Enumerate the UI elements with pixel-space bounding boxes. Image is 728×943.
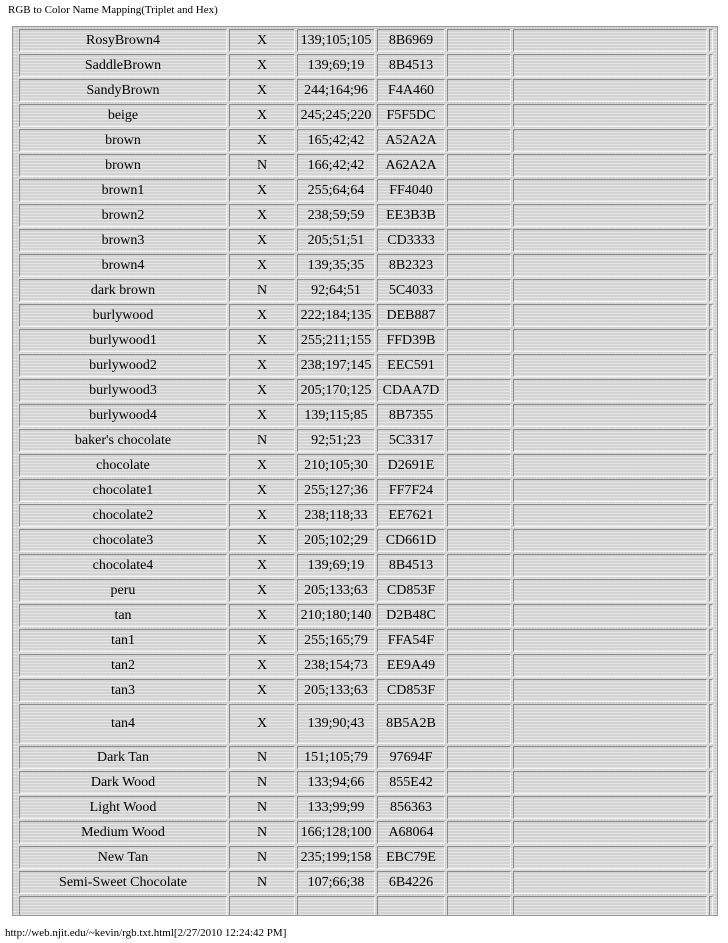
x11-flag-cell: X [229,654,295,677]
hex-code-cell: A68064 [377,821,445,844]
empty-cell [447,79,511,102]
empty-cell [513,354,707,377]
empty-cell [447,29,511,52]
empty-cell [447,654,511,677]
x11-flag-cell: N [229,279,295,302]
empty-cell [513,821,707,844]
empty-cell [447,454,511,477]
hex-code-cell: EE7621 [377,504,445,527]
table-row [19,629,713,652]
color-swatch-cell [709,329,713,352]
table-row [19,479,713,502]
color-swatch-cell [709,529,713,552]
color-table-container [12,26,718,916]
color-name-cell: brown4 [19,254,227,277]
table-row [19,846,713,869]
rgb-triplet-cell: 245;245;220 [297,104,375,127]
x11-flag-cell: X [229,29,295,52]
table-row [19,54,713,77]
x11-flag-cell: N [229,871,295,894]
table-row [19,379,713,402]
color-name-cell [19,896,227,916]
empty-cell [513,404,707,427]
color-name-cell: SaddleBrown [19,54,227,77]
color-name-cell: Dark Wood [19,771,227,794]
hex-code-cell: 8B6969 [377,29,445,52]
hex-code-cell: EBC79E [377,846,445,869]
table-row [19,654,713,677]
x11-flag-cell: N [229,771,295,794]
empty-cell [513,704,707,744]
hex-code-cell: 856363 [377,796,445,819]
x11-flag-cell: N [229,154,295,177]
empty-cell [447,704,511,744]
empty-cell [513,329,707,352]
empty-cell [447,871,511,894]
hex-code-cell: 6B4226 [377,871,445,894]
color-swatch-cell [709,821,713,844]
color-name-cell: brown2 [19,204,227,227]
hex-code-cell: CD661D [377,529,445,552]
color-swatch-cell [709,104,713,127]
page-header-title: RGB to Color Name Mapping(Triplet and Hex) [8,4,218,16]
empty-cell [447,329,511,352]
color-name-cell: burlywood3 [19,379,227,402]
empty-cell [513,254,707,277]
empty-cell [513,104,707,127]
color-swatch-cell [709,704,713,744]
color-name-cell: chocolate3 [19,529,227,552]
color-swatch-cell [709,554,713,577]
x11-flag-cell: X [229,304,295,327]
color-name-cell: burlywood1 [19,329,227,352]
empty-cell [513,279,707,302]
color-table-body [19,29,713,916]
hex-code-cell: 8B4513 [377,554,445,577]
color-swatch-cell [709,29,713,52]
empty-cell [513,529,707,552]
table-row [19,796,713,819]
empty-cell [513,654,707,677]
rgb-triplet-cell: 238;59;59 [297,204,375,227]
x11-flag-cell: N [229,821,295,844]
color-swatch-cell [709,154,713,177]
empty-cell [447,129,511,152]
empty-cell [513,429,707,452]
color-swatch-cell [709,79,713,102]
color-swatch-cell [709,229,713,252]
empty-cell [447,54,511,77]
empty-cell [513,379,707,402]
x11-flag-cell: X [229,229,295,252]
empty-cell [447,771,511,794]
hex-code-cell: 5C4033 [377,279,445,302]
hex-code-cell: 8B7355 [377,404,445,427]
rgb-triplet-cell: 238;118;33 [297,504,375,527]
empty-cell [513,554,707,577]
color-swatch-cell [709,129,713,152]
x11-flag-cell: X [229,629,295,652]
table-row [19,871,713,894]
empty-cell [447,579,511,602]
empty-cell [513,796,707,819]
color-name-cell: brown3 [19,229,227,252]
x11-flag-cell: X [229,679,295,702]
hex-code-cell: EE9A49 [377,654,445,677]
color-swatch-cell [709,179,713,202]
hex-code-cell: D2B48C [377,604,445,627]
rgb-triplet-cell: 139;90;43 [297,704,375,744]
color-swatch-cell [709,379,713,402]
color-swatch-cell [709,604,713,627]
table-row [19,554,713,577]
empty-cell [513,454,707,477]
x11-flag-cell: X [229,479,295,502]
color-name-cell: dark brown [19,279,227,302]
color-name-cell: brown [19,154,227,177]
rgb-triplet-cell: 222;184;135 [297,304,375,327]
rgb-triplet-cell: 244;164;96 [297,79,375,102]
color-swatch-cell [709,629,713,652]
color-swatch-cell [709,404,713,427]
rgb-triplet-cell: 107;66;38 [297,871,375,894]
x11-flag-cell: X [229,504,295,527]
rgb-triplet-cell [297,896,375,916]
color-swatch-cell [709,896,713,916]
color-swatch-cell [709,846,713,869]
table-row [19,254,713,277]
x11-flag-cell: N [229,746,295,769]
empty-cell [513,79,707,102]
empty-cell [447,846,511,869]
empty-cell [513,846,707,869]
rgb-triplet-cell: 255;211;155 [297,329,375,352]
color-name-cell: brown [19,129,227,152]
hex-code-cell: FFD39B [377,329,445,352]
color-name-cell: peru [19,579,227,602]
x11-flag-cell: X [229,404,295,427]
empty-cell [513,29,707,52]
x11-flag-cell: X [229,204,295,227]
hex-code-cell [377,896,445,916]
empty-cell [447,154,511,177]
table-row [19,704,713,744]
table-row [19,204,713,227]
hex-code-cell: EE3B3B [377,204,445,227]
hex-code-cell: D2691E [377,454,445,477]
color-name-cell: tan1 [19,629,227,652]
color-name-cell: tan4 [19,704,227,744]
color-name-cell: burlywood2 [19,354,227,377]
empty-cell [513,871,707,894]
hex-code-cell: CD853F [377,679,445,702]
x11-flag-cell: X [229,579,295,602]
x11-flag-cell: N [229,796,295,819]
empty-cell [447,529,511,552]
rgb-triplet-cell: 139;35;35 [297,254,375,277]
color-swatch-cell [709,771,713,794]
table-row [19,896,713,916]
color-swatch-cell [709,479,713,502]
empty-cell [447,896,511,916]
x11-flag-cell: X [229,529,295,552]
empty-cell [513,629,707,652]
table-row [19,229,713,252]
color-name-cell: Dark Tan [19,746,227,769]
x11-flag-cell: X [229,104,295,127]
rgb-triplet-cell: 255;64;64 [297,179,375,202]
x11-flag-cell: X [229,554,295,577]
x11-flag-cell: X [229,129,295,152]
rgb-triplet-cell: 205;170;125 [297,379,375,402]
color-name-cell: SandyBrown [19,79,227,102]
color-swatch-cell [709,454,713,477]
empty-cell [447,679,511,702]
empty-cell [447,204,511,227]
rgb-triplet-cell: 166;128;100 [297,821,375,844]
color-name-cell: baker's chocolate [19,429,227,452]
empty-cell [447,354,511,377]
empty-cell [513,579,707,602]
empty-cell [513,154,707,177]
color-mapping-table [17,27,715,916]
color-swatch-cell [709,204,713,227]
empty-cell [447,796,511,819]
hex-code-cell: DEB887 [377,304,445,327]
empty-cell [447,254,511,277]
rgb-triplet-cell: 92;51;23 [297,429,375,452]
table-row [19,579,713,602]
color-swatch-cell [709,871,713,894]
color-name-cell: brown1 [19,179,227,202]
color-swatch-cell [709,354,713,377]
color-name-cell: RosyBrown4 [19,29,227,52]
hex-code-cell: 8B5A2B [377,704,445,744]
color-swatch-cell [709,279,713,302]
color-name-cell: burlywood4 [19,404,227,427]
x11-flag-cell: X [229,379,295,402]
x11-flag-cell [229,896,295,916]
table-row [19,429,713,452]
color-name-cell: New Tan [19,846,227,869]
hex-code-cell: FF4040 [377,179,445,202]
x11-flag-cell: X [229,604,295,627]
hex-code-cell: CD853F [377,579,445,602]
color-swatch-cell [709,304,713,327]
color-name-cell: tan2 [19,654,227,677]
table-row [19,504,713,527]
empty-cell [513,179,707,202]
color-swatch-cell [709,679,713,702]
empty-cell [447,404,511,427]
hex-code-cell: 97694F [377,746,445,769]
table-row [19,29,713,52]
empty-cell [447,304,511,327]
empty-cell [513,746,707,769]
x11-flag-cell: X [229,329,295,352]
table-row [19,604,713,627]
table-row [19,179,713,202]
x11-flag-cell: X [229,254,295,277]
empty-cell [447,229,511,252]
empty-cell [513,604,707,627]
color-swatch-cell [709,746,713,769]
hex-code-cell: F5F5DC [377,104,445,127]
x11-flag-cell: X [229,704,295,744]
table-row [19,79,713,102]
empty-cell [447,429,511,452]
empty-cell [513,896,707,916]
hex-code-cell: A52A2A [377,129,445,152]
empty-cell [513,679,707,702]
empty-cell [513,204,707,227]
empty-cell [447,746,511,769]
color-swatch-cell [709,429,713,452]
hex-code-cell: A62A2A [377,154,445,177]
rgb-triplet-cell: 255;165;79 [297,629,375,652]
table-row [19,104,713,127]
rgb-triplet-cell: 255;127;36 [297,479,375,502]
table-row [19,304,713,327]
color-swatch-cell [709,654,713,677]
hex-code-cell: FF7F24 [377,479,445,502]
x11-flag-cell: X [229,454,295,477]
empty-cell [513,129,707,152]
empty-cell [447,479,511,502]
table-row [19,404,713,427]
rgb-triplet-cell: 205;133;63 [297,679,375,702]
rgb-triplet-cell: 238;197;145 [297,354,375,377]
rgb-triplet-cell: 205;51;51 [297,229,375,252]
rgb-triplet-cell: 139;69;19 [297,554,375,577]
table-row [19,821,713,844]
empty-cell [447,504,511,527]
hex-code-cell: 8B2323 [377,254,445,277]
color-swatch-cell [709,504,713,527]
rgb-triplet-cell: 166;42;42 [297,154,375,177]
x11-flag-cell: X [229,179,295,202]
x11-flag-cell: N [229,429,295,452]
table-row [19,771,713,794]
color-name-cell: beige [19,104,227,127]
hex-code-cell: CDAA7D [377,379,445,402]
hex-code-cell: CD3333 [377,229,445,252]
empty-cell [513,504,707,527]
empty-cell [513,304,707,327]
page-footer-url: http://web.njit.edu/~kevin/rgb.txt.html[2/27/2010 12:24:42 PM] [5,927,287,939]
x11-flag-cell: X [229,54,295,77]
color-name-cell: tan [19,604,227,627]
hex-code-cell: FFA54F [377,629,445,652]
table-row [19,154,713,177]
table-row [19,679,713,702]
hex-code-cell: EEC591 [377,354,445,377]
x11-flag-cell: X [229,79,295,102]
table-row [19,129,713,152]
color-name-cell: chocolate4 [19,554,227,577]
empty-cell [447,554,511,577]
rgb-triplet-cell: 139;105;105 [297,29,375,52]
empty-cell [447,379,511,402]
rgb-triplet-cell: 235;199;158 [297,846,375,869]
color-swatch-cell [709,254,713,277]
table-row [19,329,713,352]
color-name-cell: chocolate2 [19,504,227,527]
table-row [19,529,713,552]
color-name-cell: Light Wood [19,796,227,819]
color-swatch-cell [709,796,713,819]
hex-code-cell: 855E42 [377,771,445,794]
hex-code-cell: 5C3317 [377,429,445,452]
table-row [19,746,713,769]
rgb-triplet-cell: 92;64;51 [297,279,375,302]
table-row [19,279,713,302]
color-name-cell: chocolate1 [19,479,227,502]
rgb-triplet-cell: 205;133;63 [297,579,375,602]
rgb-triplet-cell: 133;99;99 [297,796,375,819]
color-name-cell: chocolate [19,454,227,477]
table-row [19,454,713,477]
rgb-triplet-cell: 238;154;73 [297,654,375,677]
color-swatch-cell [709,579,713,602]
color-swatch-cell [709,54,713,77]
rgb-triplet-cell: 139;69;19 [297,54,375,77]
rgb-triplet-cell: 139;115;85 [297,404,375,427]
rgb-triplet-cell: 165;42;42 [297,129,375,152]
rgb-triplet-cell: 151;105;79 [297,746,375,769]
color-name-cell: Medium Wood [19,821,227,844]
empty-cell [447,279,511,302]
rgb-triplet-cell: 133;94;66 [297,771,375,794]
rgb-triplet-cell: 205;102;29 [297,529,375,552]
color-name-cell: burlywood [19,304,227,327]
empty-cell [513,771,707,794]
x11-flag-cell: X [229,354,295,377]
table-row [19,354,713,377]
empty-cell [447,604,511,627]
color-name-cell: Semi-Sweet Chocolate [19,871,227,894]
empty-cell [513,229,707,252]
empty-cell [447,104,511,127]
color-name-cell: tan3 [19,679,227,702]
empty-cell [513,479,707,502]
rgb-triplet-cell: 210;105;30 [297,454,375,477]
empty-cell [447,179,511,202]
rgb-triplet-cell: 210;180;140 [297,604,375,627]
empty-cell [447,821,511,844]
hex-code-cell: 8B4513 [377,54,445,77]
hex-code-cell: F4A460 [377,79,445,102]
x11-flag-cell: N [229,846,295,869]
empty-cell [447,629,511,652]
empty-cell [513,54,707,77]
